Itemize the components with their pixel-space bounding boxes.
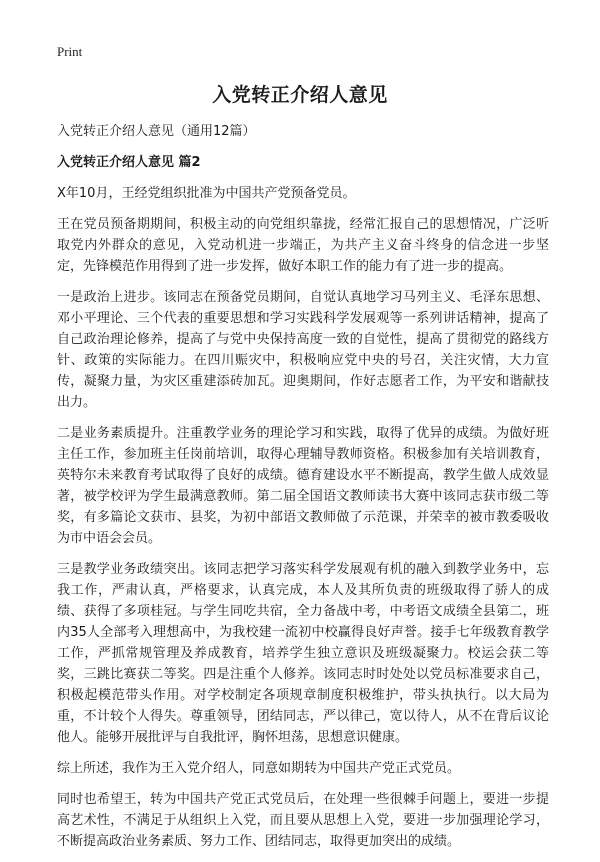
section-heading: 入党转正介绍人意见 篇2 [57,155,201,170]
paragraph-professional-quality: 二是业务素质提升。注重教学业务的理论学习和实践，取得了优异的成绩。为做好班主任工作，参加班主任岗前培训，取得心理辅导教师资格。积极参加有关培训教育，英特尔未来教育考试取得了良好的成绩。德育建设水平不断提高，教学生做人成效显著，被学校评为学生最满意教师。第二届全国语文教师读书大赛中该同志获市级二等奖，有多篇论文获市、县奖，为初中部语文教师做了示范课，并荣幸的被市教委吸收为市中语会会员。 [57,426,549,546]
paragraph-overview: 王在党员预备期期间，积极主动的向党组织靠拢，经常汇报自己的思想情况，广泛听取党内外群众的意见，入党动机进一步端正，为共产主义奋斗终身的信念进一步坚定，先锋模范作用得到了进一步发挥，做好本职工作的能力有了进一步的提高。 [57,217,549,274]
article-body [57,121,549,862]
paragraph-approval: X年10月，王经党组织批准为中国共产党预备党员。 [57,186,356,201]
page-title: 入党转正介绍人意见 [212,84,388,106]
article-subtitle: 入党转正介绍人意见（通用12篇） [57,124,256,139]
paragraph-teaching-achievements: 三是教学业务政绩突出。该同志把学习落实科学发展观有机的融入到教学业务中，忘我工作，严肃认真，严格要求，认真完成，本人及其所负责的班级取得了骄人的成绩、获得了多项桂冠。与学生同吃共宿，全力备战中考，中考语文成绩全县第二，班内35人全部考入理想高中，为我校建一流初中校赢得良好声誉。接手七年级教育教学工作，严抓常规管理及养成教育，培养学生独立意识及班级凝聚力。校运会获二等奖，三跳比赛获二等奖。四是注重个人修养。该同志时时处处以党员标准要求自己，积极起模范带头作用。对学校制定各项规章制度积极维护，带头执执行。以大局为重，不计较个人得失。尊重领导，团结同志，严以律己，宽以待人，从不在背后议论他人。能够开展批评与自我批评，胸怀坦荡，思想意识健康。 [57,562,549,745]
print-link[interactable]: Print [57,44,83,59]
paragraph-expectations: 同时也希望王，转为中国共产党正式党员后，在处理一些很棘手问题上，要进一步提高艺术性，不满足于从组织上入党，而且要从思想上入党，要进一步加强理论学习，不断提高政治业务素质、努力工作、团结同志，取得更加突出的成绩。 [57,792,549,849]
paragraph-conclusion: 综上所述，我作为王入党介绍人，同意如期转为中国共产党正式党员。 [57,761,461,776]
paragraph-political-progress: 一是政治上进步。该同志在预备党员期间，自觉认真地学习马列主义、毛泽东思想、邓小平理论、三个代表的重要思想和学习实践科学发展观等一系列讲话精神，提高了自己政治理论修养，提高了与党中央保持高度一致的自觉性，提高了贯彻党的路线方针、政策的实际能力。在四川赈灾中，积极响应党中央的号召，关注灾情，大力宣传，凝聚力量，为灾区重建添砖加瓦。迎奥期间，作好志愿者工作，为平安和谐献技出力。 [57,290,549,410]
